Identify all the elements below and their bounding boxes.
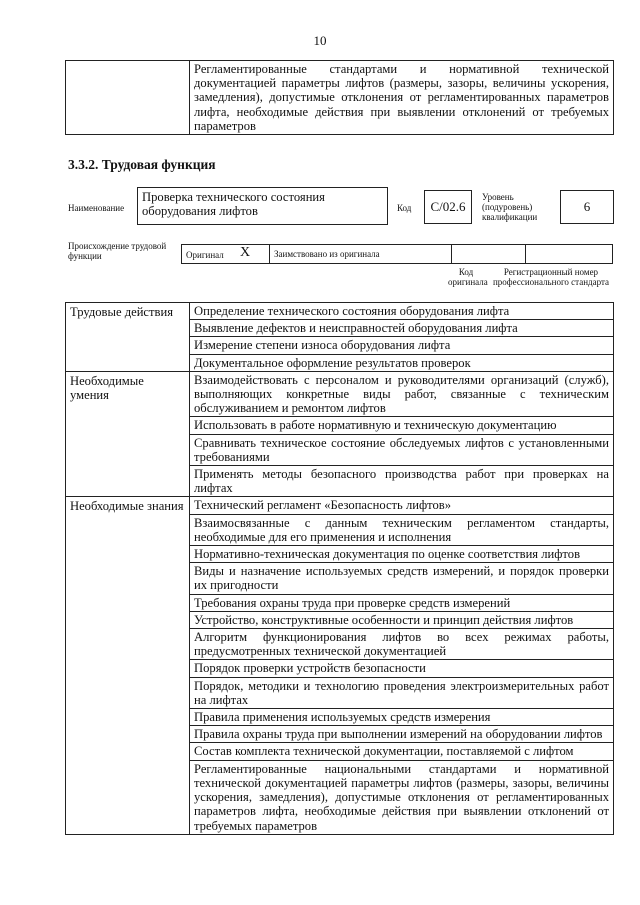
list-item: Устройство, конструктивные особенности и принцип действия лифтов (190, 612, 613, 629)
list-item: Регламентированные национальными стандартами и нормативной технической документацией параметры лифтов (размеры, зазоры, величины ускорения, замедления), допустимые отклонения от регламентированных параметров лифта, необходимые действия при выявлении отклонений от требуемых параметров (194, 761, 609, 833)
category-cell: Необходимые знания (66, 497, 190, 834)
borrowed-label: Заимствовано из оригинала (274, 249, 380, 259)
list-item: Измерение степени износа оборудования лифта (190, 337, 613, 354)
code-caption: Код оригинала (448, 267, 488, 287)
level-label: Уровень (подуровень) квалификации (482, 192, 538, 222)
section-row-knowledge (66, 497, 614, 834)
section-row-actions (66, 303, 614, 372)
items-cell (190, 371, 614, 497)
list-item: Определение технического состояния оборудования лифта (190, 303, 613, 320)
original-label: Оригинал (186, 250, 224, 260)
level-value: 6 (560, 190, 614, 224)
list-item: Взаимодействовать с персоналом и руководителями организаций (служб), выполняющих конкретные виды работ, связанные с техническим обслуживанием и ремонтом лифтов (190, 372, 613, 418)
original-mark: X (240, 245, 251, 260)
category-cell: Необходимые умения (66, 371, 190, 497)
items-cell (190, 303, 614, 372)
code-value: C/02.6 (424, 190, 472, 224)
list-item: Требования охраны труда при проверке средств измерений (190, 595, 613, 612)
origin-row (181, 244, 613, 264)
list-item: Алгоритм функционирования лифтов во всех режимах работы, предусмотренных технической документацией (190, 629, 613, 660)
continuation-category-cell (66, 61, 190, 135)
list-item: Правила охраны труда при выполнении измерений на оборудовании лифтов (190, 726, 613, 743)
page-number: 10 (313, 33, 327, 48)
list-item: Нормативно-техническая документация по оценке соответствия лифтов (190, 546, 613, 563)
continuation-table (65, 60, 614, 135)
original-cell (182, 245, 270, 263)
list-item: Выявление дефектов и неисправностей оборудования лифта (190, 320, 613, 337)
list-item: Применять методы безопасного производства работ при проверках на лифтах (194, 467, 609, 496)
code-label: Код (397, 203, 412, 213)
section-row-skills (66, 371, 614, 497)
continuation-text: Регламентированные стандартами и нормативной технической документацией параметры лифтов (размеры, зазоры, величины ускорения, замедления), допустимые отклонения от регламентированных параметров лифта, необходимые действия при выявлении отклонений от требуемых параметров (190, 61, 614, 135)
reg-caption: Регистрационный номер профессионального стандарта (492, 267, 610, 287)
origin-label: Происхождение трудовой функции (68, 241, 167, 261)
list-item: Порядок, методики и технологию проведения электроизмерительных работ на лифтах (190, 678, 613, 709)
borrowed-cell (270, 245, 452, 263)
section-heading: 3.3.2. Трудовая функция (68, 157, 216, 172)
list-item: Документальное оформление результатов проверок (194, 355, 471, 370)
list-item: Использовать в работе нормативную и техническую документацию (190, 417, 613, 434)
function-table (65, 302, 614, 835)
list-item: Технический регламент «Безопасность лифтов» (190, 497, 613, 514)
items-cell (190, 497, 614, 834)
list-item: Правила применения используемых средств измерения (190, 709, 613, 726)
list-item: Порядок проверки устройств безопасности (190, 660, 613, 677)
name-value: Проверка технического состояния оборудования лифтов (137, 187, 388, 225)
original-code-cell (452, 245, 526, 263)
category-cell: Трудовые действия (66, 303, 190, 372)
list-item: Состав комплекта технической документации, поставляемой с лифтом (190, 743, 613, 760)
list-item: Сравнивать техническое состояние обследуемых лифтов с установленными требованиями (190, 435, 613, 466)
name-label: Наименование (68, 203, 125, 213)
list-item: Виды и назначение используемых средств измерений, и порядок проверки их пригодности (190, 563, 613, 594)
list-item: Взаимосвязанные с данным техническим регламентом стандарты, необходимые для его применения и исполнения (190, 515, 613, 546)
